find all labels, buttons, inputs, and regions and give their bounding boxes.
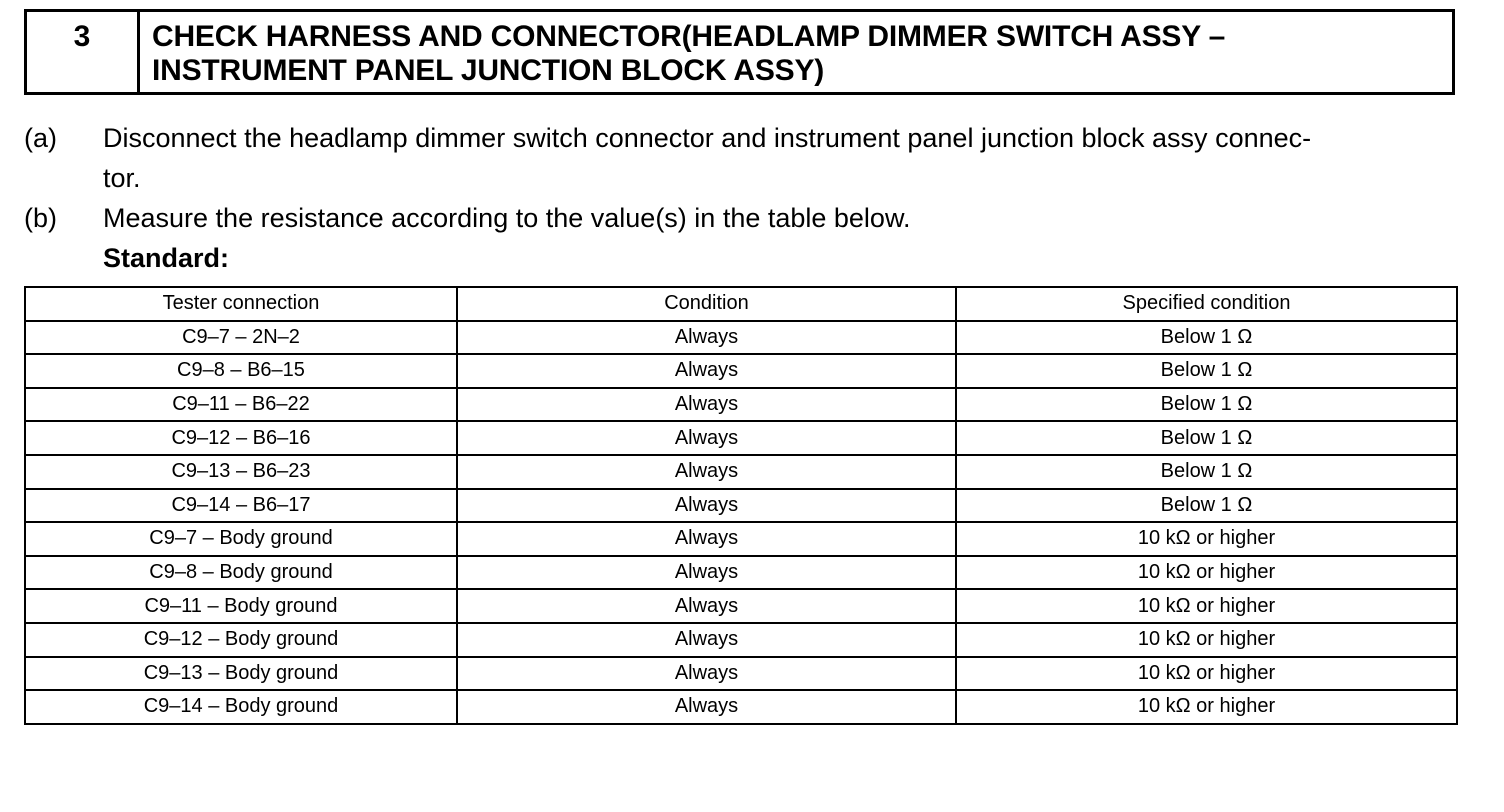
condition-cell: Always (457, 556, 956, 590)
specified-condition-cell: Below 1 Ω (956, 354, 1457, 388)
instruction-label: (a) (24, 123, 57, 153)
specified-condition-cell: 10 kΩ or higher (956, 657, 1457, 691)
table-row (25, 589, 1457, 623)
tester-connection-cell: C9–11 – Body ground (25, 589, 457, 623)
tester-connection-cell: C9–14 – B6–17 (25, 489, 457, 523)
table-row (25, 690, 1457, 724)
specified-condition-cell: 10 kΩ or higher (956, 623, 1457, 657)
table-header-row (25, 287, 1457, 321)
step-header (24, 9, 1455, 95)
specified-condition-cell: 10 kΩ or higher (956, 589, 1457, 623)
table-row (25, 455, 1457, 489)
table-row (25, 657, 1457, 691)
specified-condition-cell: Below 1 Ω (956, 321, 1457, 355)
tester-connection-cell: C9–13 – B6–23 (25, 455, 457, 489)
condition-cell: Always (457, 489, 956, 523)
condition-cell: Always (457, 623, 956, 657)
table-row (25, 388, 1457, 422)
condition-cell: Always (457, 455, 956, 489)
instruction-text-line: Measure the resistance according to the value(s) in the table below. (103, 203, 911, 233)
condition-cell: Always (457, 321, 956, 355)
specified-condition-cell: Below 1 Ω (956, 388, 1457, 422)
specified-condition-cell: Below 1 Ω (956, 455, 1457, 489)
spec-table (24, 286, 1458, 725)
table-row (25, 321, 1457, 355)
table-row (25, 354, 1457, 388)
specified-condition-cell: 10 kΩ or higher (956, 522, 1457, 556)
step-title-line-1: CHECK HARNESS AND CONNECTOR(HEADLAMP DIMMER SWITCH ASSY – (152, 20, 1226, 53)
tester-connection-cell: C9–7 – 2N–2 (25, 321, 457, 355)
column-header-tester-connection: Tester connection (25, 287, 457, 321)
instruction-text (103, 198, 1464, 238)
condition-cell: Always (457, 657, 956, 691)
instruction-label: (b) (24, 203, 57, 233)
tester-connection-cell: C9–12 – B6–16 (25, 421, 457, 455)
tester-connection-cell: C9–8 – Body ground (25, 556, 457, 590)
condition-cell: Always (457, 690, 956, 724)
condition-cell: Always (457, 421, 956, 455)
condition-cell: Always (457, 388, 956, 422)
instruction-text (103, 118, 1464, 198)
table-row (25, 489, 1457, 523)
table-row (25, 623, 1457, 657)
specified-condition-cell: Below 1 Ω (956, 489, 1457, 523)
spec-table-body (25, 321, 1457, 724)
standard-label: Standard: (103, 243, 230, 273)
specified-condition-cell: 10 kΩ or higher (956, 556, 1457, 590)
specified-condition-cell: Below 1 Ω (956, 421, 1457, 455)
tester-connection-cell: C9–14 – Body ground (25, 690, 457, 724)
table-row (25, 556, 1457, 590)
table-row (25, 522, 1457, 556)
tester-connection-cell: C9–13 – Body ground (25, 657, 457, 691)
step-title-line-2: INSTRUMENT PANEL JUNCTION BLOCK ASSY) (152, 54, 825, 87)
table-row (25, 421, 1457, 455)
column-header-condition: Condition (457, 287, 956, 321)
tester-connection-cell: C9–11 – B6–22 (25, 388, 457, 422)
column-header-specified-condition: Specified condition (956, 287, 1457, 321)
condition-cell: Always (457, 354, 956, 388)
tester-connection-cell: C9–8 – B6–15 (25, 354, 457, 388)
condition-cell: Always (457, 589, 956, 623)
specified-condition-cell: 10 kΩ or higher (956, 690, 1457, 724)
step-number: 3 (27, 12, 140, 92)
step-title (140, 12, 1452, 92)
condition-cell: Always (457, 522, 956, 556)
instructions (24, 118, 1464, 278)
instruction-text-line: tor. (103, 163, 141, 193)
instruction-item-a (24, 118, 1464, 198)
instruction-item-b (24, 198, 1464, 238)
tester-connection-cell: C9–12 – Body ground (25, 623, 457, 657)
tester-connection-cell: C9–7 – Body ground (25, 522, 457, 556)
instruction-text-line: Disconnect the headlamp dimmer switch connector and instrument panel junction block assy connec- (103, 123, 1312, 153)
